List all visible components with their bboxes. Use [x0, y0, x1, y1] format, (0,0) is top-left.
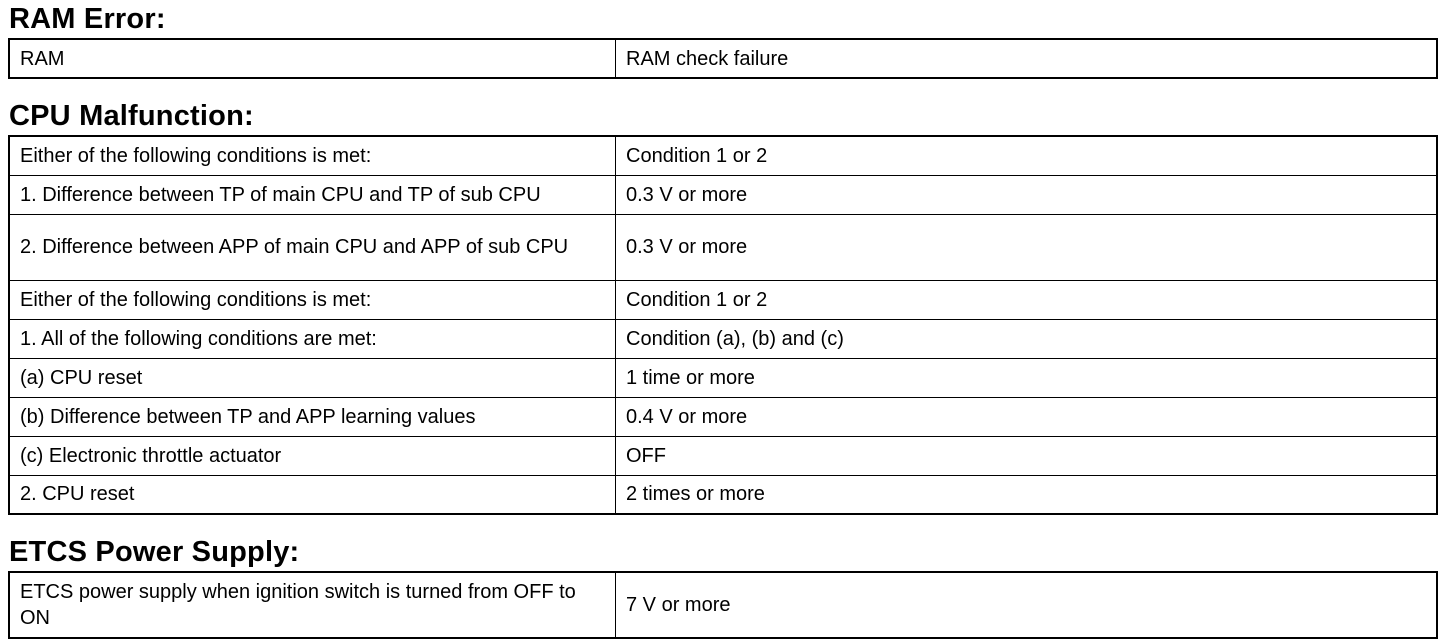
condition-cell: Either of the following conditions is met:: [9, 280, 616, 319]
condition-cell: 1. Difference between TP of main CPU and TP of sub CPU: [9, 175, 616, 214]
table-row: [9, 436, 1437, 475]
section-title-etcs-power-supply: ETCS Power Supply:: [9, 536, 300, 568]
value-cell: 7 V or more: [616, 572, 1438, 638]
value-cell: Condition 1 or 2: [616, 136, 1438, 175]
etcs-power-supply-table: [8, 571, 1438, 639]
condition-cell: ETCS power supply when ignition switch is turned from OFF to ON: [9, 572, 616, 638]
value-cell: OFF: [616, 436, 1438, 475]
condition-cell: (a) CPU reset: [9, 358, 616, 397]
value-cell: 2 times or more: [616, 475, 1438, 514]
table-row: [9, 136, 1437, 175]
condition-cell: Either of the following conditions is met:: [9, 136, 616, 175]
value-cell: RAM check failure: [616, 39, 1438, 78]
table-row: [9, 572, 1437, 638]
condition-cell: 1. All of the following conditions are met:: [9, 319, 616, 358]
table-row: [9, 475, 1437, 514]
condition-cell: (b) Difference between TP and APP learning values: [9, 397, 616, 436]
table-row: [9, 39, 1437, 78]
value-cell: 0.3 V or more: [616, 214, 1438, 280]
value-cell: 1 time or more: [616, 358, 1438, 397]
table-row: [9, 280, 1437, 319]
value-cell: 0.4 V or more: [616, 397, 1438, 436]
condition-cell: (c) Electronic throttle actuator: [9, 436, 616, 475]
condition-cell: 2. Difference between APP of main CPU and APP of sub CPU: [9, 214, 616, 280]
section-title-ram-error: RAM Error:: [9, 3, 166, 35]
value-cell: 0.3 V or more: [616, 175, 1438, 214]
table-row: [9, 397, 1437, 436]
table-row: [9, 175, 1437, 214]
value-cell: Condition (a), (b) and (c): [616, 319, 1438, 358]
table-row: [9, 358, 1437, 397]
condition-cell: 2. CPU reset: [9, 475, 616, 514]
section-title-cpu-malfunction: CPU Malfunction:: [9, 100, 254, 132]
value-cell: Condition 1 or 2: [616, 280, 1438, 319]
ram-error-table: [8, 38, 1438, 79]
table-row: [9, 214, 1437, 280]
table-row: [9, 319, 1437, 358]
condition-cell: RAM: [9, 39, 616, 78]
cpu-malfunction-table: [8, 135, 1438, 515]
